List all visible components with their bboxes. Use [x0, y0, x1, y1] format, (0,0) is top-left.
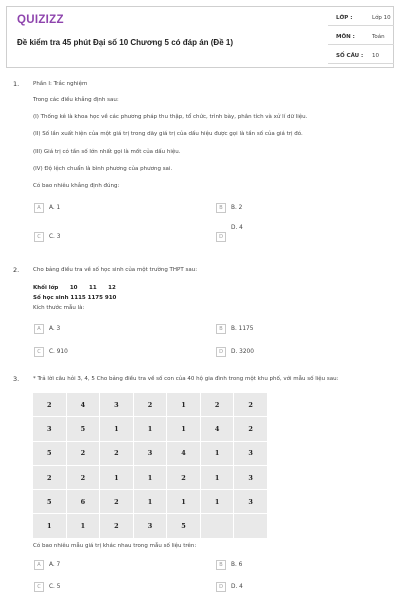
option-text: C. 910	[49, 349, 68, 355]
option-text: B. 6	[231, 562, 243, 568]
question-1-statement-1: (I) Thống kê là khoa học về các phương pháp thu thập, tổ chức, trình bày, phân tích và xử lí dữ liệu.	[33, 114, 308, 120]
meta-subject-label: MÔN :	[336, 34, 355, 40]
table-cell: 1	[100, 417, 134, 441]
question-2-table-row-1: Khối lớp 10 11 12	[33, 285, 116, 291]
table-cell: 2	[66, 441, 100, 465]
option-letter-box: A	[34, 324, 44, 334]
table-cell: 2	[100, 490, 134, 514]
data-sample-table	[32, 392, 268, 539]
table-cell: 3	[100, 393, 134, 417]
table-cell: 1	[167, 490, 201, 514]
table-cell: 1	[167, 417, 201, 441]
option-text: C. 5	[49, 584, 61, 590]
table-row	[33, 514, 268, 538]
option-text: A. 3	[49, 326, 61, 332]
question-1-statement-2: (II) Số lần xuất hiện của một giá trị trong dãy giá trị của dấu hiệu được gọi là tần số của giá trị đó.	[33, 131, 303, 137]
table-row	[33, 490, 268, 514]
table-cell	[200, 514, 234, 538]
table-cell: 5	[33, 490, 67, 514]
option-letter-box: B	[216, 203, 226, 213]
table-cell: 5	[167, 514, 201, 538]
table-cell: 4	[167, 441, 201, 465]
table-cell: 1	[133, 465, 167, 489]
table-cell: 2	[66, 465, 100, 489]
table-cell: 1	[100, 465, 134, 489]
option-letter-box: D	[216, 232, 226, 242]
table-cell: 3	[33, 417, 67, 441]
question-2-intro: Cho bảng điều tra về số học sinh của một trường THPT sau:	[33, 267, 198, 273]
meta-question-count	[328, 46, 394, 64]
option-letter-box: D	[216, 347, 226, 357]
question-1-prompt: Có bao nhiêu khẳng định đúng:	[33, 183, 120, 189]
question-2-prompt: Kích thước mẫu là:	[33, 305, 85, 311]
option-text: D. 4	[231, 225, 243, 231]
question-1-statement-4: (IV) Độ lệch chuẩn là bình phương của phương sai.	[33, 166, 173, 172]
option-text: A. 1	[49, 205, 61, 211]
table-cell: 5	[33, 441, 67, 465]
question-1-number: 1.	[13, 80, 20, 88]
option-text: C. 3	[49, 234, 61, 240]
table-cell: 1	[66, 514, 100, 538]
table-row	[33, 417, 268, 441]
meta-class-value: Lớp 10	[372, 15, 391, 21]
table-cell: 2	[100, 514, 134, 538]
table-row	[33, 441, 268, 465]
table-cell: 3	[234, 465, 268, 489]
option-letter-box: C	[34, 232, 44, 242]
option-letter-box: A	[34, 560, 44, 570]
table-cell: 5	[66, 417, 100, 441]
question-2-number: 2.	[13, 266, 20, 274]
option-letter-box: D	[216, 582, 226, 592]
table-cell: 1	[167, 393, 201, 417]
table-cell: 2	[200, 393, 234, 417]
table-row	[33, 465, 268, 489]
question-3-prompt: Có bao nhiêu mẫu giá trị khác nhau trong mẫu số liệu trên:	[33, 543, 197, 549]
option-letter-box: C	[34, 582, 44, 592]
meta-subject-value: Toán	[372, 34, 385, 40]
table-cell: 4	[200, 417, 234, 441]
table-cell: 3	[133, 441, 167, 465]
document-title: Đề kiểm tra 45 phút Đại số 10 Chương 5 có đáp án (Đề 1)	[17, 38, 233, 47]
table-cell: 3	[133, 514, 167, 538]
meta-count-value: 10	[372, 53, 379, 59]
question-3-number: 3.	[13, 375, 20, 383]
table-cell: 1	[200, 441, 234, 465]
table-cell: 1	[200, 465, 234, 489]
table-cell: 1	[33, 514, 67, 538]
question-1-section: Phần I: Trắc nghiệm	[33, 81, 88, 87]
option-letter-box: B	[216, 560, 226, 570]
table-cell: 4	[66, 393, 100, 417]
question-3-intro: * Trả lời câu hỏi 3, 4, 5 Cho bảng điều tra về số con của 40 hộ gia đình trong một khu phố, với mẫu số liệu sau:	[33, 376, 339, 382]
table-cell: 2	[33, 393, 67, 417]
table-cell: 1	[200, 490, 234, 514]
option-text: B. 2	[231, 205, 243, 211]
question-1-statement-3: (III) Giá trị có tần số lớn nhất gọi là mốt của dấu hiệu.	[33, 149, 181, 155]
option-letter-box: A	[34, 203, 44, 213]
meta-class-label: LỚP :	[336, 15, 353, 21]
table-cell: 6	[66, 490, 100, 514]
table-cell: 2	[234, 417, 268, 441]
option-letter-box: B	[216, 324, 226, 334]
table-cell: 1	[133, 417, 167, 441]
option-letter-box: C	[34, 347, 44, 357]
table-cell: 2	[100, 441, 134, 465]
table-cell	[234, 514, 268, 538]
table-row	[33, 393, 268, 417]
question-1-intro: Trong các điều khẳng định sau:	[33, 97, 119, 103]
option-text: A. 7	[49, 562, 61, 568]
document-header	[6, 6, 394, 68]
meta-class	[328, 8, 394, 26]
meta-count-label: SỐ CÂU :	[336, 53, 364, 59]
table-cell: 3	[234, 490, 268, 514]
option-text: D. 3200	[231, 349, 254, 355]
question-2-table-row-2: Số học sinh 1115 1175 910	[33, 295, 117, 301]
table-cell: 2	[133, 393, 167, 417]
table-cell: 2	[234, 393, 268, 417]
table-cell: 3	[234, 441, 268, 465]
meta-subject	[328, 27, 394, 45]
table-cell: 1	[133, 490, 167, 514]
option-text: D. 4	[231, 584, 243, 590]
table-cell: 2	[167, 465, 201, 489]
quizizz-logo: QUIZIZZ	[17, 14, 64, 26]
option-text: B. 1175	[231, 326, 254, 332]
table-cell: 2	[33, 465, 67, 489]
